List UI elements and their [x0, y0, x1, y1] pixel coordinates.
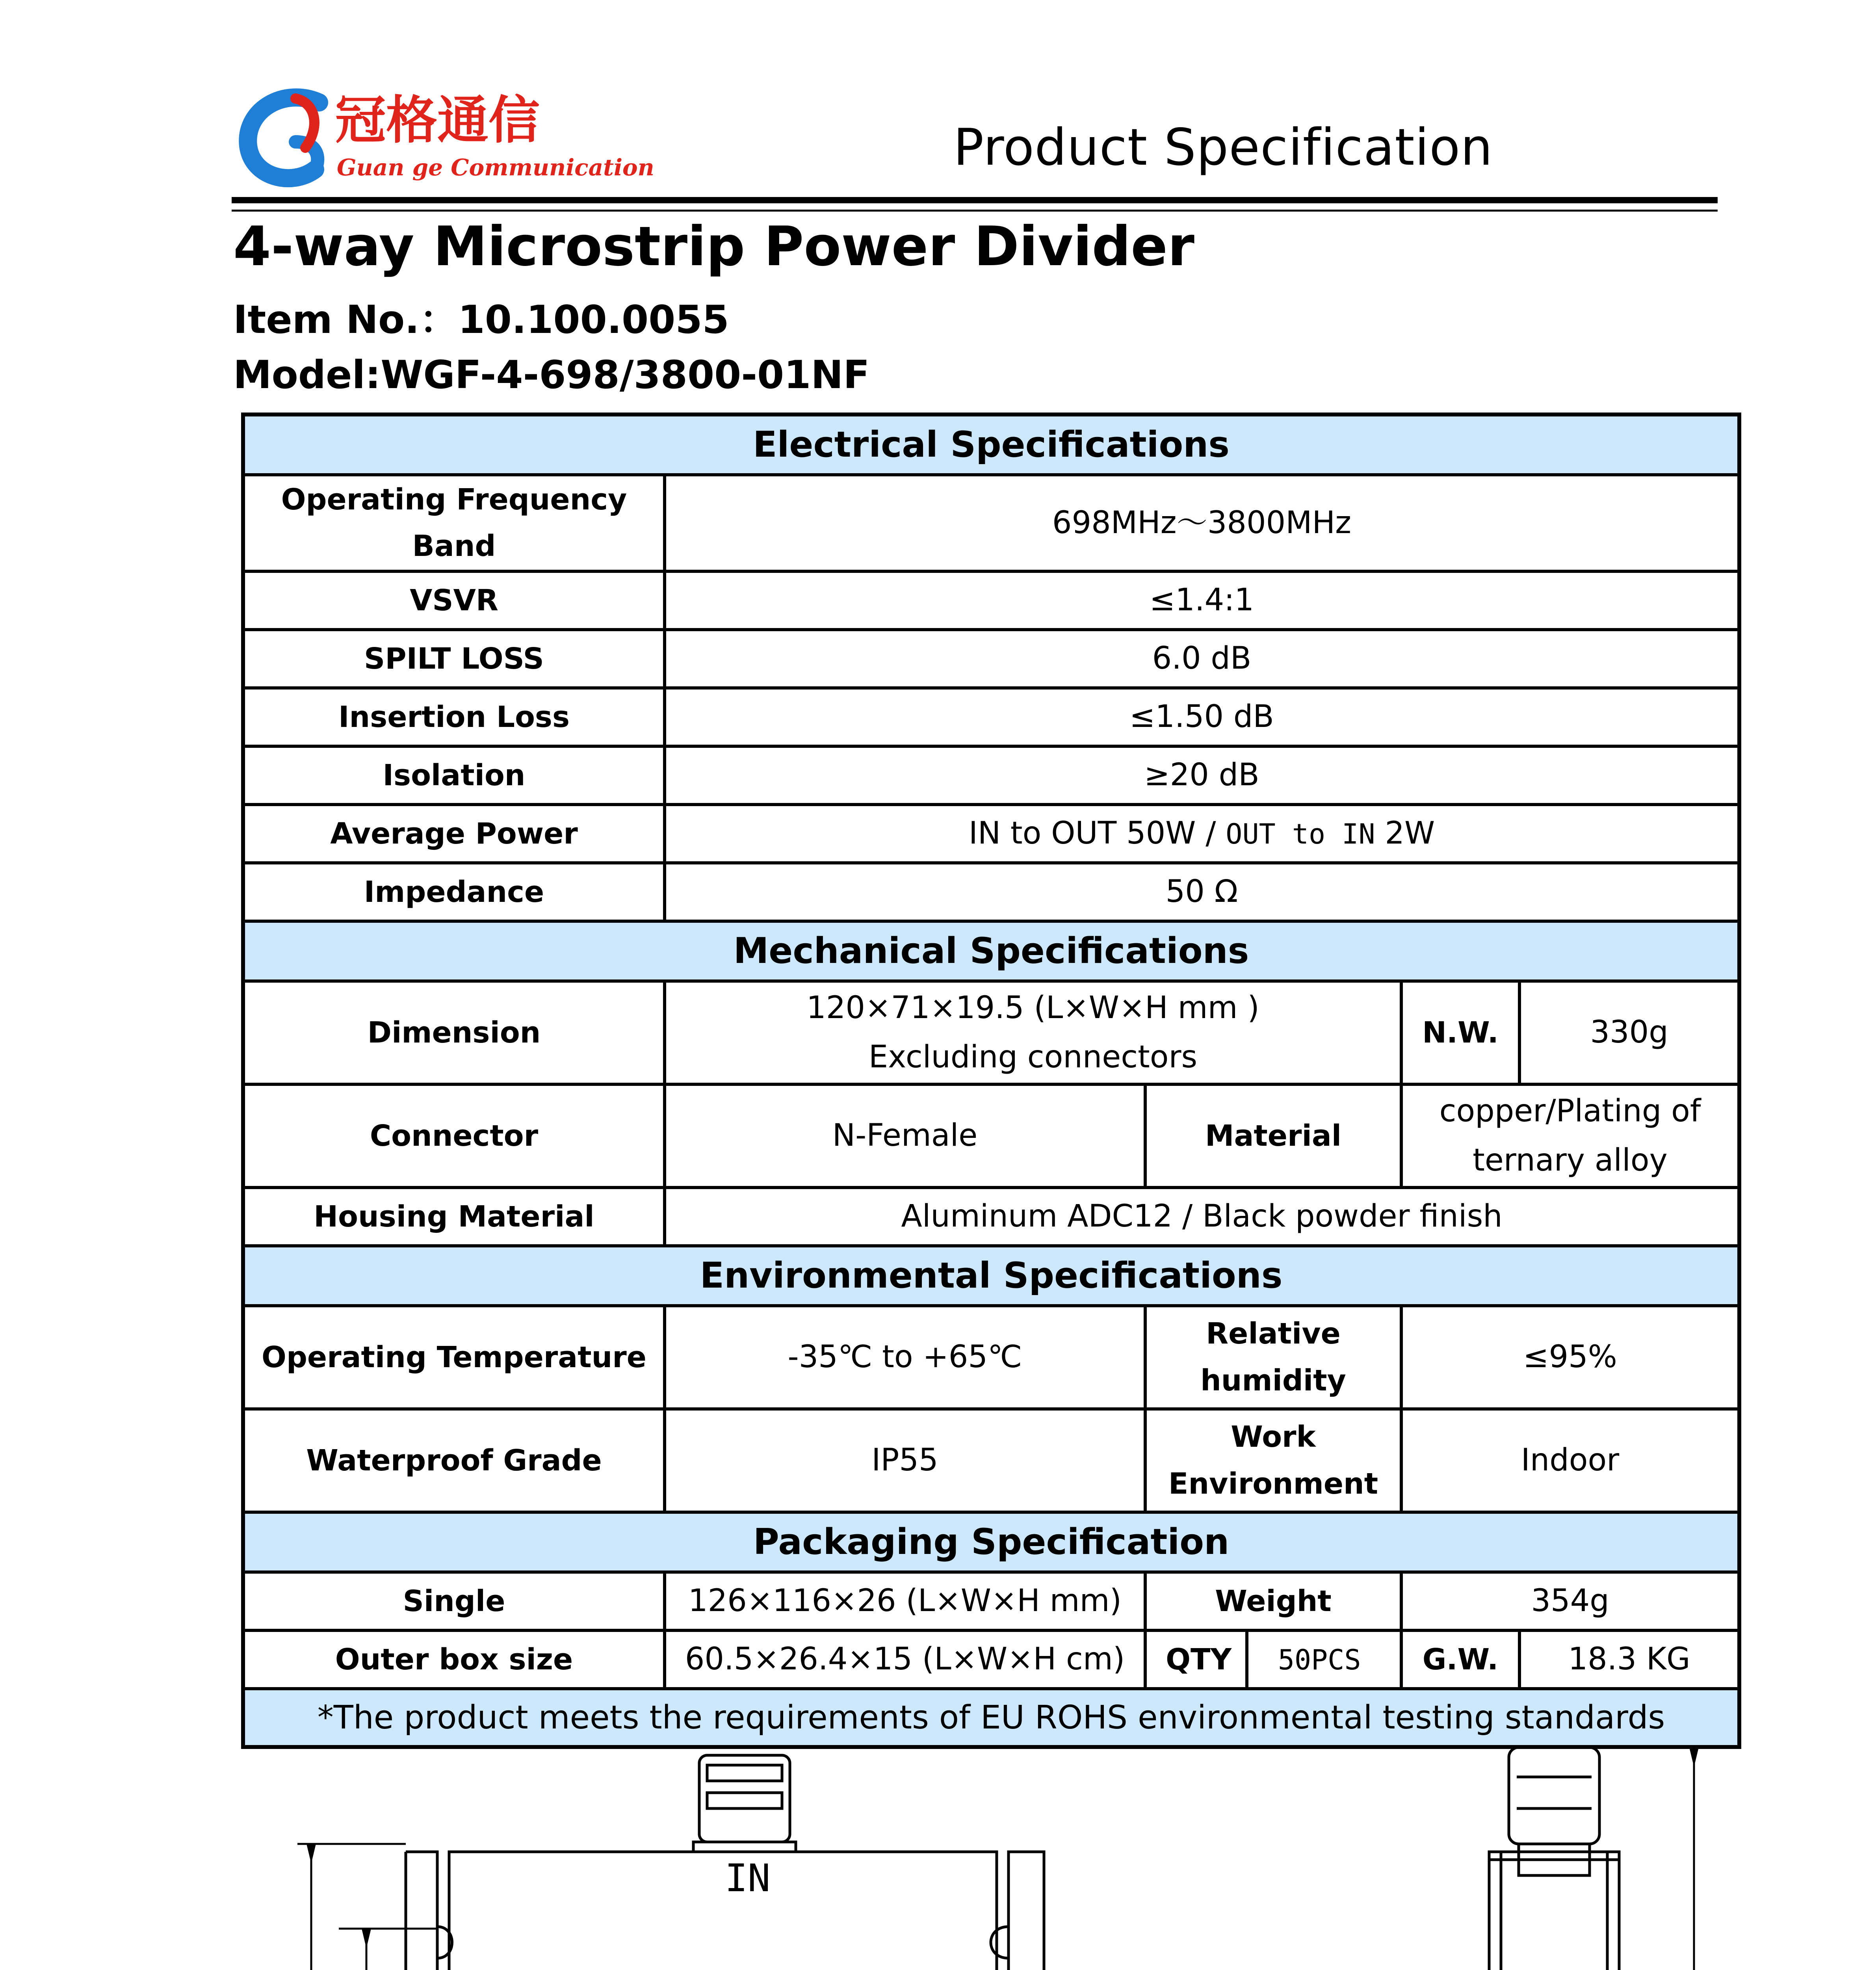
table-row [243, 981, 1739, 1084]
table-row [243, 630, 1739, 688]
spec-value: 126×116×26 (L×W×H mm) [665, 1572, 1145, 1630]
section-heading-mechanical: Mechanical Specifications [243, 921, 1739, 981]
input-connector [693, 1755, 796, 1852]
section-row-mechanical [243, 921, 1739, 981]
company-logo [236, 79, 654, 193]
power-forward: IN to OUT 50W / [968, 816, 1226, 851]
spec-value [665, 805, 1739, 863]
work-label-line-2: Environment [1168, 1466, 1378, 1501]
spec-label: Weight [1145, 1572, 1401, 1630]
table-row [243, 688, 1739, 746]
dimension-line-2: Excluding connectors [868, 1039, 1198, 1075]
spec-value: 330g [1519, 981, 1739, 1084]
spec-value: -35℃ to +65℃ [665, 1306, 1145, 1409]
humidity-label-line-1: Relative [1206, 1317, 1341, 1351]
spec-label: Impedance [243, 863, 665, 921]
spec-value: ≤1.50 dB [665, 688, 1739, 746]
work-label-line-1: Work [1231, 1420, 1316, 1454]
work-environment-label [1145, 1409, 1401, 1512]
spec-label: SPILT LOSS [243, 630, 665, 688]
section-heading-packaging: Packaging Specification [243, 1512, 1739, 1572]
section-row-electrical [243, 414, 1739, 475]
section-heading-environmental: Environmental Specifications [243, 1246, 1739, 1306]
table-row [243, 746, 1739, 805]
logo-chinese-name: 冠格通信 [335, 90, 540, 150]
dimension-line-1: 120×71×19.5 (L×W×H mm ) [806, 990, 1259, 1026]
table-row [243, 863, 1739, 921]
rohs-note: *The product meets the requirements of EU ROHS environmental testing standards [243, 1689, 1739, 1747]
spec-value: 354g [1401, 1572, 1739, 1630]
table-row [243, 1306, 1739, 1409]
power-reverse-label: OUT to IN [1226, 818, 1375, 851]
humidity-label-line-2: humidity [1200, 1363, 1346, 1398]
spec-label: Average Power [243, 805, 665, 863]
spec-label: Operating Frequency Band [243, 475, 665, 571]
dimension-value [665, 981, 1401, 1084]
header-rule-thin [232, 210, 1718, 212]
spec-label: Material [1145, 1084, 1401, 1188]
spec-value: IP55 [665, 1409, 1145, 1512]
spec-value: 60.5×26.4×15 (L×W×H cm) [665, 1630, 1145, 1689]
spec-label: Connector [243, 1084, 665, 1188]
front-view-drawing [276, 1734, 1213, 1970]
spec-label: Waterproof Grade [243, 1409, 665, 1512]
humidity-label [1145, 1306, 1401, 1409]
power-reverse-value: 2W [1375, 816, 1435, 851]
material-value [1401, 1084, 1739, 1188]
header-rule-thick [232, 197, 1718, 203]
section-row-packaging [243, 1512, 1739, 1572]
spec-value: N-Female [665, 1084, 1145, 1188]
side-body [1489, 1852, 1619, 1970]
spec-label: Isolation [243, 746, 665, 805]
section-row-environmental [243, 1246, 1739, 1306]
spec-label: VSVR [243, 571, 665, 630]
spec-label: Insertion Loss [243, 688, 665, 746]
spec-value: ≤95% [1401, 1306, 1739, 1409]
spec-label: G.W. [1401, 1630, 1519, 1689]
spec-value: 6.0 dB [665, 630, 1739, 688]
spec-value: 50 Ω [665, 863, 1739, 921]
table-row [243, 1572, 1739, 1630]
table-row [243, 571, 1739, 630]
spec-label: Dimension [243, 981, 665, 1084]
table-row [243, 1084, 1739, 1188]
section-heading-electrical: Electrical Specifications [243, 414, 1739, 475]
spec-label: Operating Temperature [243, 1306, 665, 1409]
spec-value: ≤1.4:1 [665, 571, 1739, 630]
qty-value: 50PCS [1278, 1643, 1361, 1676]
qty-label: QTY [1152, 1632, 1248, 1687]
spec-label: Housing Material [243, 1188, 665, 1246]
product-title: 4-way Microstrip Power Divider [233, 215, 1194, 278]
qty-cell [1145, 1630, 1401, 1689]
spec-label: Single [243, 1572, 665, 1630]
specification-table [241, 413, 1741, 1749]
table-row [243, 1409, 1739, 1512]
spec-value: 698MHz～3800MHz [665, 475, 1739, 571]
housing-body [449, 1852, 997, 1970]
spec-label: N.W. [1401, 981, 1519, 1084]
spec-value: 18.3 KG [1519, 1630, 1739, 1689]
spec-label: Outer box size [243, 1630, 665, 1689]
spec-value: Indoor [1401, 1409, 1739, 1512]
spec-value: Aluminum ADC12 / Black powder finish [665, 1188, 1739, 1246]
side-view-drawing [1402, 1734, 1726, 1970]
material-line-2: ternary alloy [1473, 1142, 1668, 1178]
table-row [243, 1188, 1739, 1246]
model-number: Model:WGF-4-698/3800-01NF [233, 353, 870, 398]
material-line-1: copper/Plating of [1439, 1093, 1701, 1129]
logo-english-name: Guan ge Communication [337, 154, 654, 181]
table-row [243, 475, 1739, 571]
item-number: Item No.：10.100.0055 [233, 297, 729, 342]
spec-value: ≥20 dB [665, 746, 1739, 805]
table-row [243, 1630, 1739, 1689]
table-row [243, 805, 1739, 863]
side-input-connector [1509, 1747, 1599, 1875]
document-title: Product Specification [953, 118, 1493, 177]
port-label-in: IN [725, 1856, 771, 1900]
